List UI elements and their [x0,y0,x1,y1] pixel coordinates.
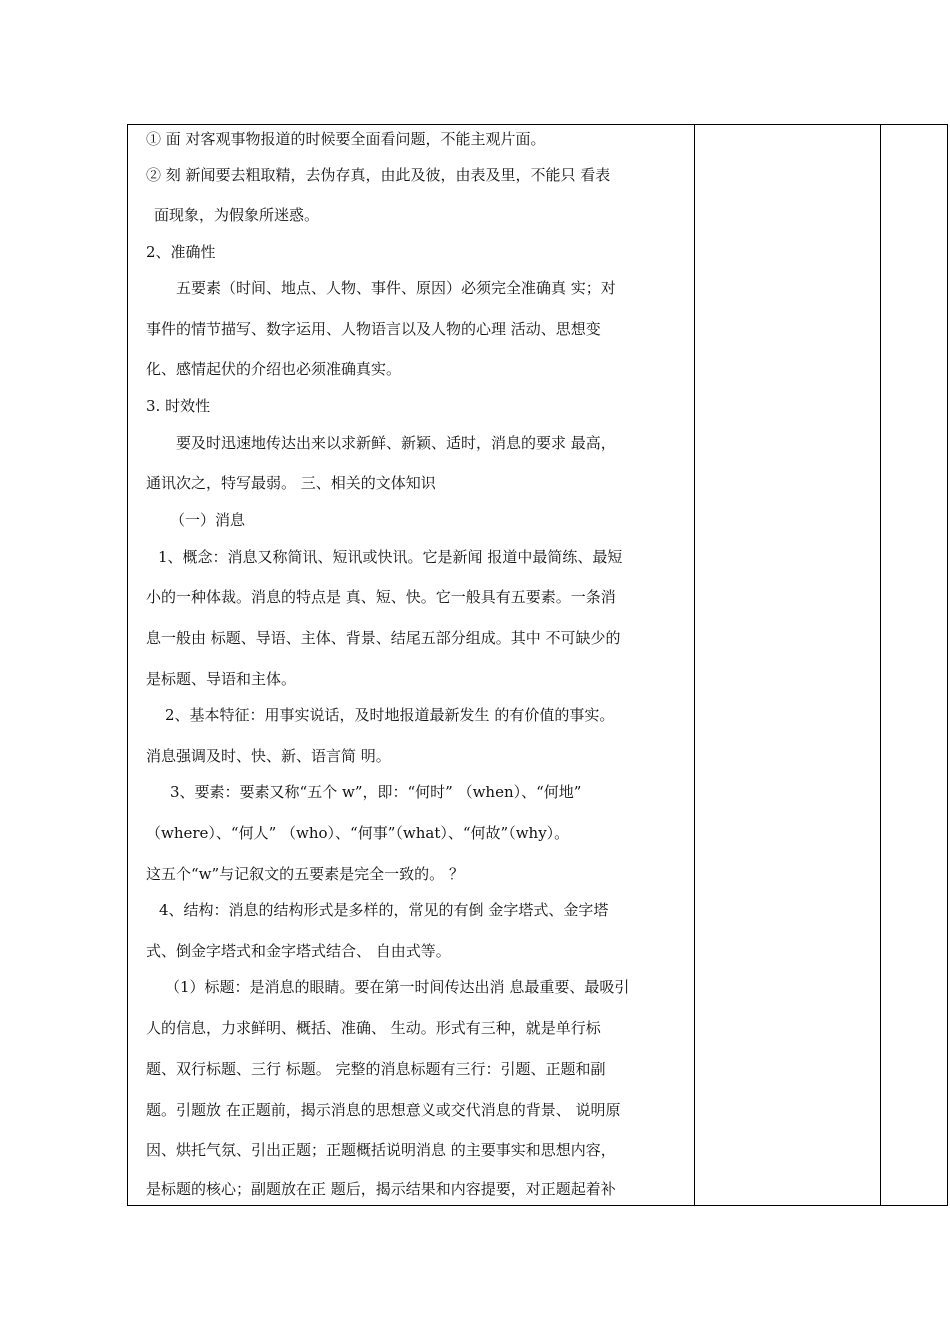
text-line: 因、烘托气氛、引出正题；正题概括说明消息 的主要事实和思想内容， [146,1141,616,1159]
text-line: 1、概念：消息又称简讯、短讯或快讯。它是新闻 报道中最简练、最短 [158,548,623,566]
content-column [128,125,694,1205]
text-line: 题。引题放 在正题前，揭示消息的思想意义或交代消息的背景、 说明原 [146,1101,621,1119]
text-line: 消息强调及时、快、新、语言简 明。 [146,747,391,765]
text-line: ① 面 对客观事物报道的时候要全面看问题，不能主观片面。 [146,130,546,148]
text-line: 2、基本特征：用事实说话，及时地报道最新发生 的有价值的事实。 [165,706,615,724]
text-line: 五要素（时间、地点、人物、事件、原因）必须完全准确真 实；对 [176,279,616,297]
column-divider [880,125,881,1205]
column-divider [694,125,695,1205]
text-line: 小的一种体裁。消息的特点是 真、短、快。它一般具有五要素。一条消 [146,588,616,606]
text-line: 人的信息，力求鲜明、概括、准确、 生动。形式有三种，就是单行标 [146,1019,601,1037]
text-line: 题、双行标题、三行 标题。 完整的消息标题有三行：引题、正题和副 [146,1060,606,1078]
section-heading: （一）消息 [170,511,246,529]
section-heading: 2、准确性 [146,243,216,261]
section-heading: 3. 时效性 [146,397,211,415]
lesson-table [127,124,948,1206]
text-line: 要及时迅速地传达出来以求新鲜、新颖、适时，消息的要求 最高， [176,434,616,452]
text-line: 通讯次之，特写最弱。 三、相关的文体知识 [146,474,436,492]
text-line: （where）、“何人” （who）、“何事”（what）、“何故”（why）。 [146,824,570,842]
text-line: 式、倒金字塔式和金字塔式结合、 自由式等。 [146,942,451,960]
text-line: 是标题的核心；副题放在正 题后，揭示结果和内容提要，对正题起着补 [146,1180,616,1198]
text-line: 事件的情节描写、数字运用、人物语言以及人物的心理 活动、思想变 [146,320,601,338]
text-line: 化、感情起伏的介绍也必须准确真实。 [146,360,402,378]
text-line: ② 刻 新闻要去粗取精，去伪存真，由此及彼，由表及里，不能只 看表 [146,166,611,184]
text-line: （1）标题：是消息的眼睛。要在第一时间传达出消 息最重要、最吸引 [165,978,630,996]
text-line: 这五个“w”与记叙文的五要素是完全一致的。 ？ [146,865,464,883]
text-line: 面现象，为假象所迷惑。 [154,206,320,224]
text-line: 息一般由 标题、导语、主体、背景、结尾五部分组成。其中 不可缺少的 [146,629,621,647]
text-line: 4、结构：消息的结构形式是多样的，常见的有倒 金字塔式、金字塔 [159,901,609,919]
text-line: 是标题、导语和主体。 [146,670,297,688]
text-line: 3、要素：要素又称“五个 w”，即：“何时” （when）、“何地” [170,783,582,801]
